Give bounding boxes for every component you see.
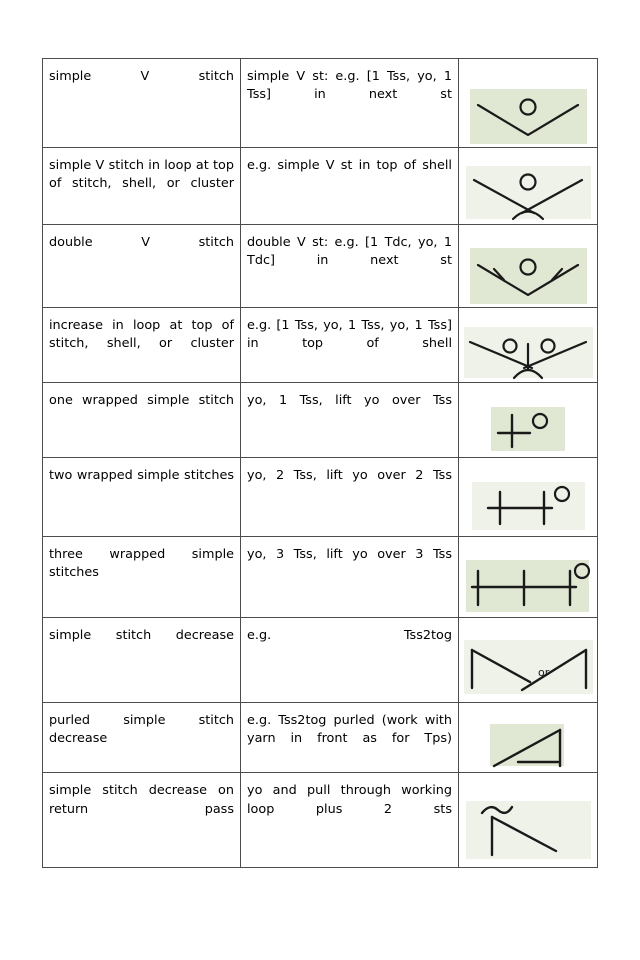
stitch-symbol-cell (459, 308, 598, 383)
stitch-description-cell (241, 703, 459, 773)
table-row (43, 148, 598, 225)
stitch-symbol-table (42, 58, 598, 868)
stitch-symbol-cell (459, 537, 598, 618)
stitch-name-cell (43, 225, 241, 308)
stitch-name-cell (43, 148, 241, 225)
stitch-name-cell (43, 537, 241, 618)
table-row (43, 618, 598, 703)
stitch-name: double V stitch (49, 235, 234, 250)
symbol-or-label: or (537, 666, 549, 679)
stitch-name-cell (43, 458, 241, 537)
stitch-name: simple stitch decrease on return pass (49, 783, 234, 817)
stitch-symbol-cell (459, 458, 598, 537)
stitch-description: e.g. [1 Tss, yo, 1 Tss, yo, 1 Tss] in top of shell (247, 318, 452, 352)
stitch-description-cell (241, 383, 459, 458)
stitch-description: yo, 3 Tss, lift yo over 3 Tss (247, 547, 452, 562)
stitch-description: e.g. Tss2tog (247, 628, 452, 643)
stitch-name: simple V stitch in loop at top of stitch, shell, or cluster (49, 158, 234, 192)
stitch-symbol-cell (459, 773, 598, 868)
simple-v-stitch-icon (459, 59, 597, 147)
stitch-description-cell (241, 308, 459, 383)
stitch-symbol-cell (459, 383, 598, 458)
stitch-description-cell (241, 458, 459, 537)
stitch-description-cell (241, 773, 459, 868)
simple-stitch-decrease-icon (459, 618, 597, 702)
stitch-symbol-cell (459, 59, 598, 148)
three-wrapped-simple-stitches-icon (459, 537, 597, 617)
increase-in-loop-icon (459, 308, 597, 382)
table-row (43, 383, 598, 458)
table-row (43, 59, 598, 148)
stitch-description-cell (241, 225, 459, 308)
stitch-symbol-cell (459, 148, 598, 225)
purled-simple-stitch-decrease-icon (459, 703, 597, 772)
stitch-symbol-cell (459, 703, 598, 773)
stitch-name-cell (43, 618, 241, 703)
table-row (43, 773, 598, 868)
stitch-symbol-cell (459, 225, 598, 308)
simple-stitch-decrease-return-pass-icon (459, 773, 597, 867)
stitch-description: yo and pull through working loop plus 2 sts (247, 783, 452, 817)
stitch-description-cell (241, 59, 459, 148)
table-row (43, 225, 598, 308)
stitch-description: yo, 2 Tss, lift yo over 2 Tss (247, 468, 452, 483)
two-wrapped-simple-stitches-icon (459, 458, 597, 536)
stitch-name-cell (43, 383, 241, 458)
double-v-stitch-icon (459, 225, 597, 307)
stitch-name: purled simple stitch decrease (49, 713, 234, 747)
stitch-name-cell (43, 59, 241, 148)
stitch-description-cell (241, 148, 459, 225)
stitch-description: simple V st: e.g. [1 Tss, yo, 1 Tss] in next st (247, 69, 452, 103)
stitch-description: e.g. Tss2tog purled (work with yarn in front as for Tps) (247, 713, 452, 747)
stitch-symbol-cell (459, 618, 598, 703)
stitch-description-cell (241, 537, 459, 618)
stitch-name: three wrapped simple stitches (49, 547, 234, 581)
stitch-name-cell (43, 773, 241, 868)
stitch-description: yo, 1 Tss, lift yo over Tss (247, 393, 452, 408)
stitch-name-cell (43, 308, 241, 383)
stitch-name: increase in loop at top of stitch, shell, or cluster (49, 318, 234, 352)
table-row (43, 308, 598, 383)
one-wrapped-simple-stitch-icon (459, 383, 597, 457)
table-row (43, 537, 598, 618)
table-row (43, 458, 598, 537)
stitch-description-cell (241, 618, 459, 703)
stitch-name: simple V stitch (49, 69, 234, 84)
table-row (43, 703, 598, 773)
simple-v-stitch-in-loop-icon (459, 148, 597, 224)
stitch-name: simple stitch decrease (49, 628, 234, 643)
stitch-name: one wrapped simple stitch (49, 393, 234, 408)
stitch-description: double V st: e.g. [1 Tdc, yo, 1 Tdc] in next st (247, 235, 452, 269)
stitch-table-body (43, 59, 598, 868)
stitch-description: e.g. simple V st in top of shell (247, 158, 452, 173)
stitch-name-cell (43, 703, 241, 773)
stitch-name: two wrapped simple stitches (49, 468, 234, 483)
